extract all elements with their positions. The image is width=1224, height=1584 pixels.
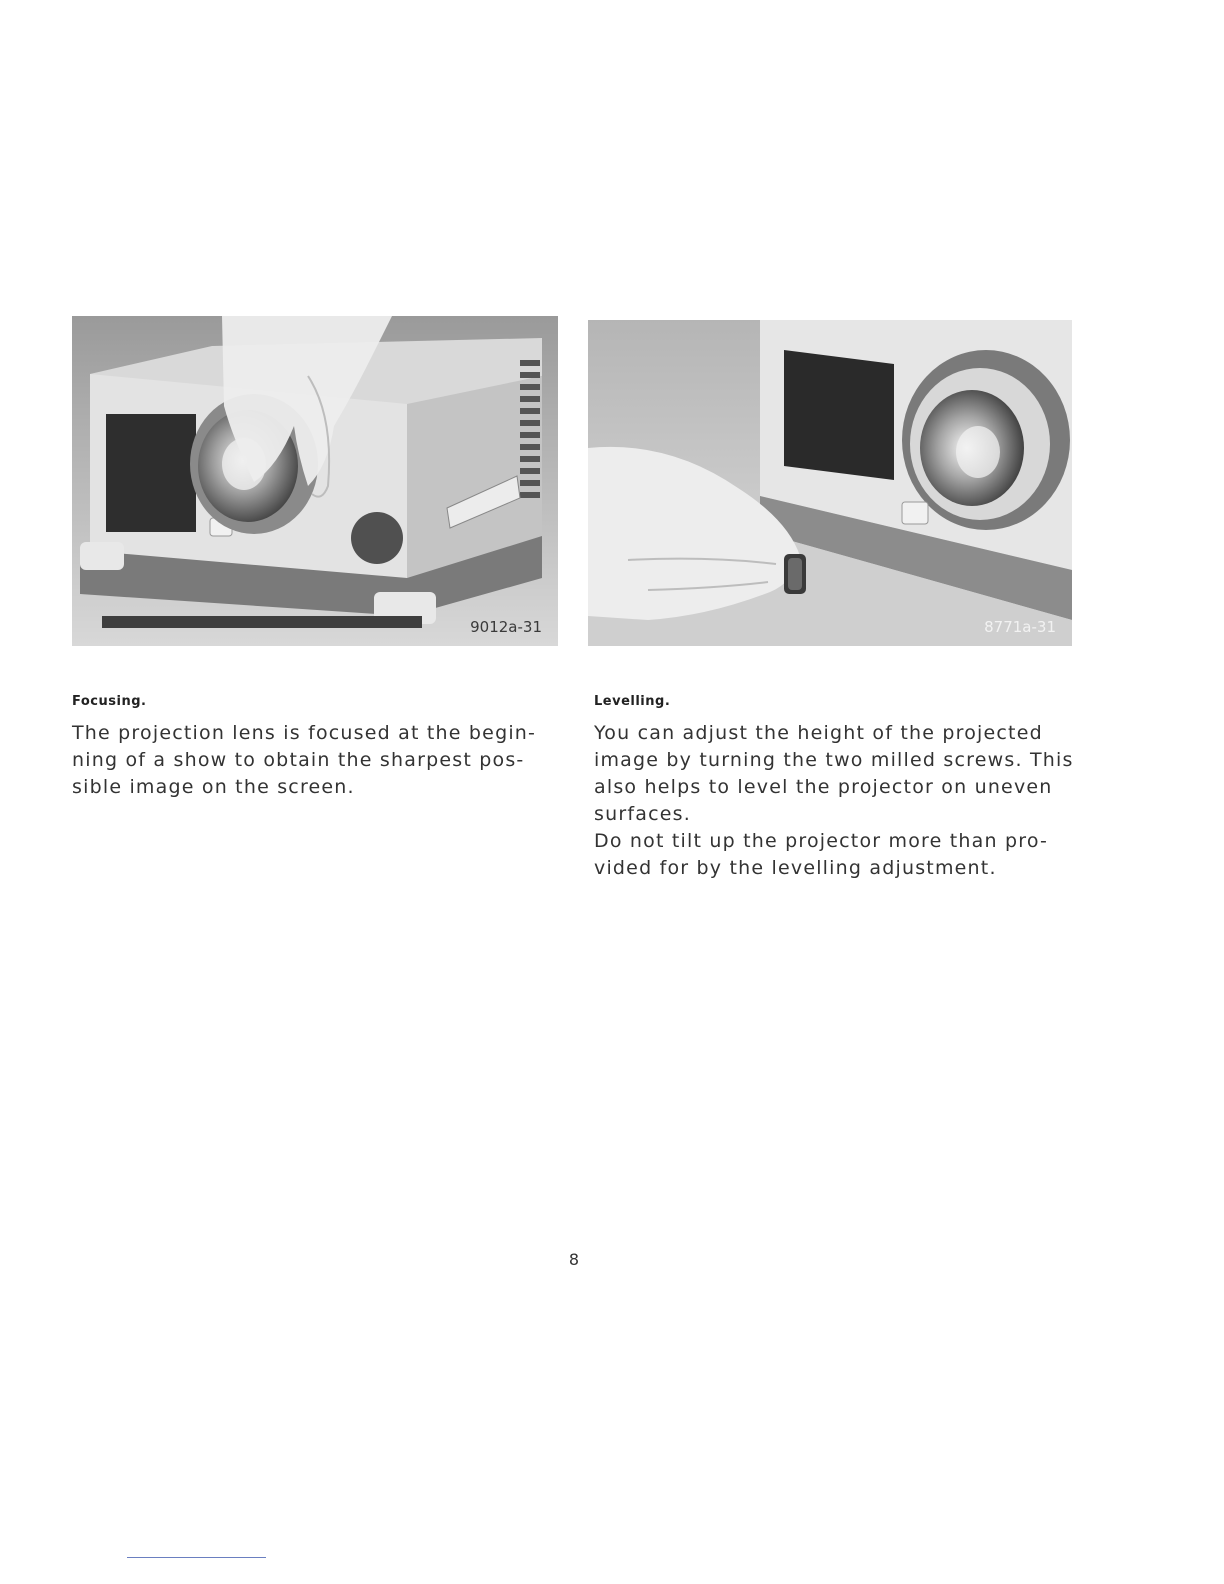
focusing-line: The projection lens is focused at the begin- [72,722,537,744]
page-number: 8 [568,1250,580,1269]
focusing-line: sible image on the screen. [72,776,355,798]
projector-focusing-illustration [72,316,558,646]
focusing-line: ning of a show to obtain the sharpest pos- [72,749,525,771]
levelling-line: vided for by the levelling adjustment. [594,857,997,879]
levelling-line: also helps to level the projector on uneven [594,776,1053,798]
photo-code-label: 9012a-31 [470,618,542,636]
focusing-photo [72,316,558,646]
levelling-photo [588,320,1072,646]
focusing-text [72,720,562,801]
levelling-heading: Levelling. [594,694,671,709]
projector-levelling-illustration [588,320,1072,646]
levelling-line: You can adjust the height of the projected [594,722,1043,744]
focusing-heading: Focusing. [72,694,147,709]
levelling-line: surfaces. [594,803,691,825]
levelling-line: image by turning the two milled screws. This [594,749,1074,771]
footnote-rule [127,1557,266,1558]
photo-code-label: 8771a-31 [984,618,1056,636]
levelling-text [594,720,1076,882]
levelling-line: Do not tilt up the projector more than pro- [594,830,1049,852]
